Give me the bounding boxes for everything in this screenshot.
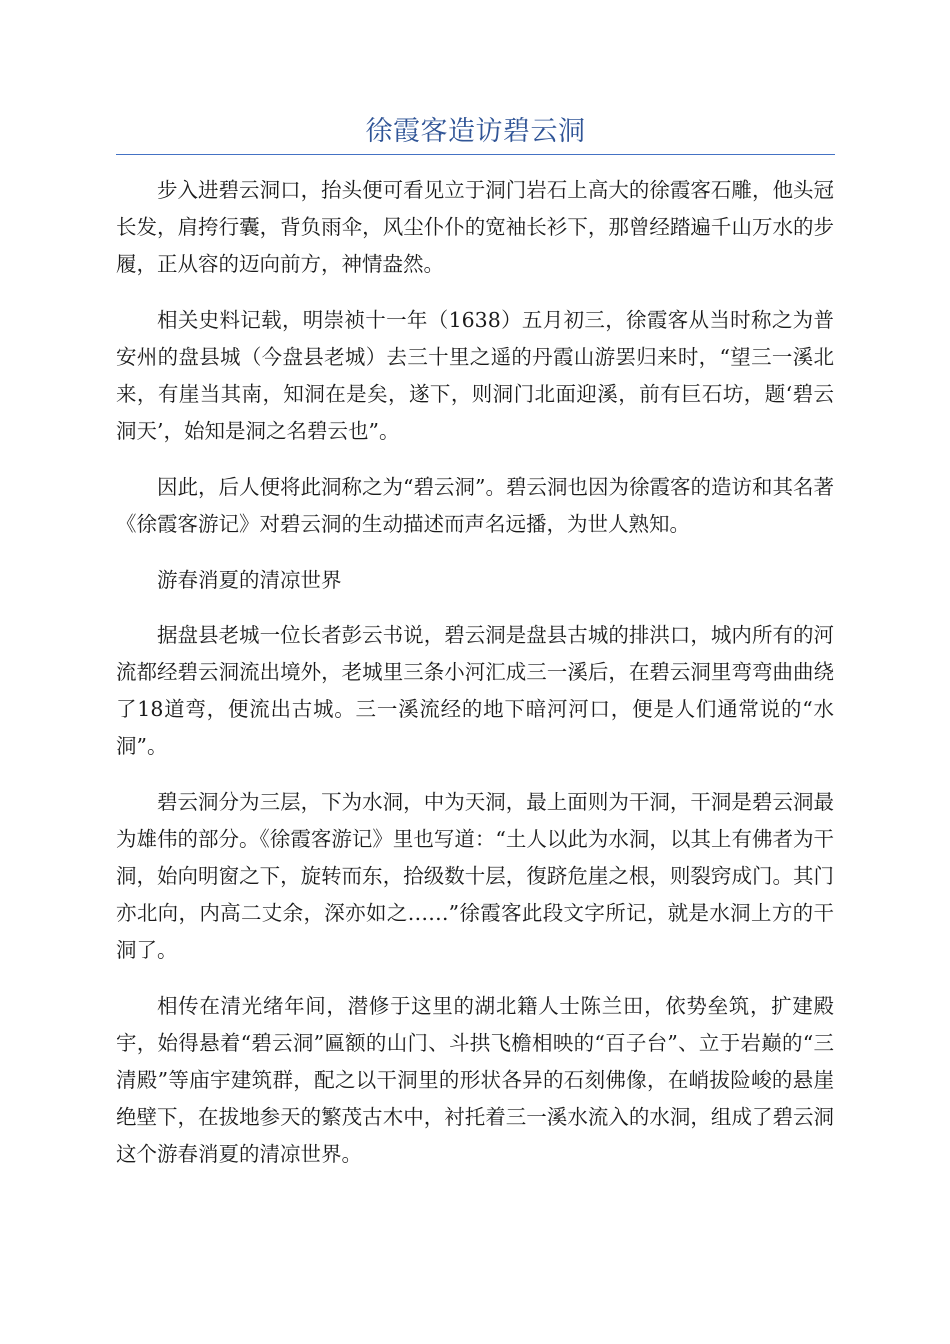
document-title: 徐霞客造访碧云洞 (365, 116, 586, 147)
paragraph-6: 相传在清光绪年间，潜修于这里的湖北籍人士陈兰田，依势垒筑，扩建殿宇，始得悬着“碧云洞”匾额的山门、斗拱飞檐相映的“百子台”、立于岩巅的“三清殿”等庙宇建筑群，配之以干洞里的形状各异的石刻佛像，在峭拔险峻的悬崖绝壁下，在拔地参天的繁茂古木中，衬托着三一溪水流入的水洞，组成了碧云洞这个游春消夏的清凉世界。 (116, 994, 834, 1166)
section-heading: 游春消夏的清凉世界 (157, 568, 342, 592)
document-body (116, 172, 834, 1192)
paragraph-2: 相关史料记载，明崇祯十一年（1638）五月初三，徐霞客从当时称之为普安州的盘县城（今盘县老城）去三十里之遥的丹霞山游罢归来时，“望三一溪北来，有崖当其南，知洞在是矣，遂下，则洞门北面迎溪，前有巨石坊，题‘碧云洞天’，始知是洞之名碧云也”。 (116, 308, 834, 443)
paragraph-5: 碧云洞分为三层，下为水洞，中为天洞，最上面则为干洞，干洞是碧云洞最为雄伟的部分。《徐霞客游记》里也写道：“土人以此为水洞，以其上有佛者为干洞，始向明窗之下，旋转而东，拾级数十层，復跻危崖之根，则裂窍成门。其门亦北向，内高二丈余，深亦如之……”徐霞客此段文字所记，就是水洞上方的干洞了。 (116, 790, 834, 962)
paragraph-1: 步入进碧云洞口，抬头便可看见立于洞门岩石上高大的徐霞客石雕，他头冠长发，肩挎行囊，背负雨伞，风尘仆仆的宽袖长衫下，那曾经踏遍千山万水的步履，正从容的迈向前方，神情盎然。 (116, 178, 834, 276)
title-underline (116, 154, 835, 155)
paragraph-4: 据盘县老城一位长者彭云书说，碧云洞是盘县古城的排洪口，城内所有的河流都经碧云洞流出境外，老城里三条小河汇成三一溪后，在碧云洞里弯弯曲曲绕了18道弯，便流出古城。三一溪流经的地下暗河河口，便是人们通常说的“水洞”。 (116, 623, 834, 758)
paragraph-3: 因此，后人便将此洞称之为“碧云洞”。碧云洞也因为徐霞客的造访和其名著《徐霞客游记》对碧云洞的生动描述而声名远播，为世人熟知。 (116, 475, 834, 536)
